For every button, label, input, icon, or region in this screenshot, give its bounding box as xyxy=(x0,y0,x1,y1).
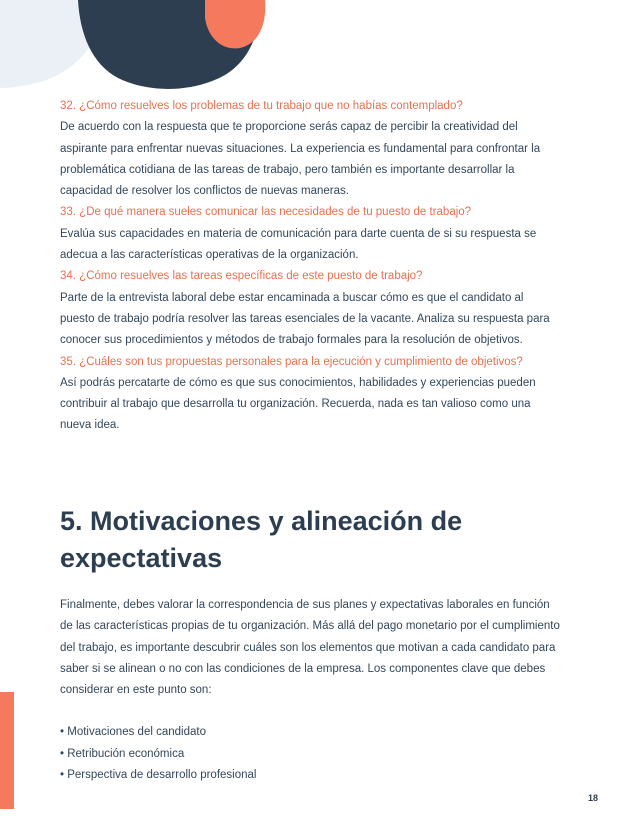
key-components-list xyxy=(60,722,256,787)
list-item: • Retribución económica xyxy=(60,744,256,766)
section-intro: Finalmente, debes valorar la correspondencia de sus planes y expectativas laborales en función de las características propias de tu organización. Más allá del pago monetario por el cumplimiento del trabajo, es importante descubrir cuáles son los elementos que motivan a cada candidato para saber si se alinean o no con las condiciones de la empresa. Los componentes clave que debes considerar en este punto son: xyxy=(60,599,560,697)
page-number: 18 xyxy=(587,793,598,803)
section-heading: 5. Motivaciones y alineación de expectativas xyxy=(60,506,463,573)
question-32: 32. ¿Cómo resuelves los problemas de tu trabajo que no habías contemplado? xyxy=(60,100,463,112)
accent-side-bar xyxy=(0,692,14,809)
qa-list xyxy=(60,96,560,437)
answer-35: Así podrás percatarte de cómo es que sus conocimientos, habilidades y experiencias pueden contribuir al trabajo que desarrolla tu organización. Recuerda, nada es tan valioso como una nueva idea. xyxy=(60,376,536,432)
answer-34: Parte de la entrevista laboral debe estar encaminada a buscar cómo es que el candidato al puesto de trabajo podría resolver las tareas esenciales de la vacante. Analiza su respuesta para conocer sus procedimientos y métodos de trabajo formales para la resolución de objetivos. xyxy=(60,291,550,347)
list-item: • Motivaciones del candidato xyxy=(60,722,256,744)
list-item: • Perspectiva de desarrollo profesional xyxy=(60,765,256,787)
question-33: 33. ¿De qué manera sueles comunicar las necesidades de tu puesto de trabajo? xyxy=(60,206,472,219)
answer-32: De acuerdo con la respuesta que te proporcione serás capaz de percibir la creatividad del aspirante para enfrentar nuevas situaciones. La experiencia es fundamental para confrontar la problemática cotidiana de las tareas de trabajo, pero también es importante desarrollar la capacidad de resolver los conflictos de nuevas maneras. xyxy=(60,121,541,198)
answer-33: Evalúa sus capacidades en materia de comunicación para darte cuenta de si su respuesta se adecua a las características operativas de la organización. xyxy=(60,227,537,262)
question-34: 34. ¿Cómo resuelves las tareas específicas de este puesto de trabajo? xyxy=(60,270,423,283)
question-35: 35. ¿Cuáles son tus propuestas personales para la ejecución y cumplimiento de objetivos? xyxy=(60,355,523,368)
